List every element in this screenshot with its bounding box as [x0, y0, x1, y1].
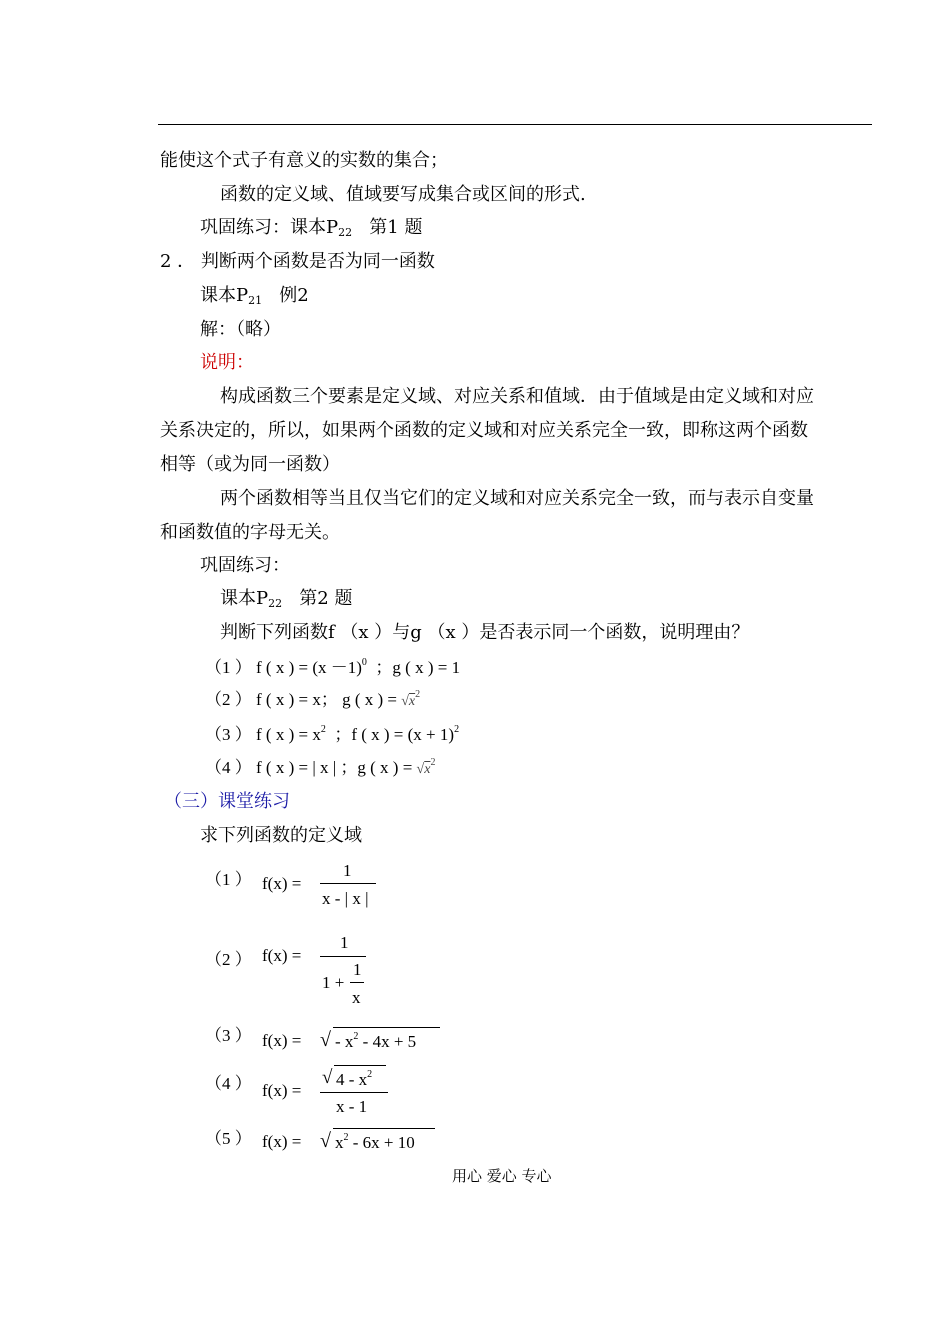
text-line: 巩固练习：: [200, 555, 290, 576]
radicand: [335, 1032, 416, 1050]
practice-line: [200, 219, 422, 238]
inner-denominator: x: [352, 988, 361, 1007]
section-heading: （三）课堂练习: [164, 791, 290, 812]
exercise-lhs: f(x) =: [262, 874, 302, 893]
exercise-lhs: f(x) =: [262, 1031, 302, 1050]
fraction-denominator: x - | x |: [322, 889, 369, 908]
radical-bar: [334, 1065, 386, 1066]
fraction-denominator: 1 +: [322, 973, 345, 992]
sqrt-sign: √: [320, 1029, 331, 1051]
sqrt-sign: √: [322, 1067, 333, 1088]
radicand-part: - x: [335, 1032, 354, 1051]
radicand-part: x: [335, 1133, 344, 1152]
exercise-lhs: f(x) =: [262, 946, 302, 965]
pair-item: [205, 725, 459, 743]
item-number: （4 ）: [205, 758, 252, 777]
note-label: 说明：: [200, 352, 254, 373]
math-expr: f ( x ) = (x －1): [256, 658, 362, 677]
solution-line: 解：（略）: [200, 319, 281, 340]
text-fragment: 课本P: [200, 285, 249, 306]
exponent: 2: [320, 724, 326, 735]
text-line: 和函数值的字母无关。: [160, 522, 340, 543]
text-fragment: 例2: [279, 285, 309, 306]
text-fragment: 课本P: [220, 588, 269, 609]
math-expr: ；g ( x ) = 1: [375, 658, 461, 677]
pair-item: [205, 658, 460, 676]
text-line: 相等（或为同一函数）: [160, 454, 340, 475]
fraction-numerator: 1: [340, 933, 349, 952]
exponent: 0: [361, 657, 367, 668]
radicand: x: [424, 762, 431, 777]
text-line: 两个函数相等当且仅当它们的定义域和对应关系完全一致，而与表示自变量: [220, 488, 814, 509]
exercise-number: （3 ）: [205, 1026, 252, 1045]
radicand-part: - 6x + 10: [352, 1133, 415, 1152]
item-number: （1 ）: [205, 658, 252, 677]
inner-fraction-bar: [350, 982, 364, 983]
exercise-number: （5 ）: [205, 1129, 252, 1148]
sqrt-sign: √: [320, 1130, 331, 1152]
exponent: 2: [430, 757, 436, 768]
exponent: 2: [454, 724, 460, 735]
page-footer: 用心 爱心 专心: [452, 1167, 552, 1185]
radicand-part: 4 - x: [336, 1070, 368, 1089]
text-line: 函数的定义域、值域要写成集合或区间的形式.: [220, 184, 586, 205]
text-fragment: 第2 题: [299, 588, 353, 609]
exercise-number: （1 ）: [205, 870, 252, 889]
radicand: [336, 1070, 372, 1088]
fraction-bar: [320, 883, 376, 884]
sqrt-expr: $√x^2$: [401, 689, 421, 709]
math-expr: f ( x ) = x； g ( x ) =: [256, 690, 397, 709]
text-line: 构成函数三个要素是定义域、对应关系和值域．由于值域是由定义域和对应: [220, 386, 814, 407]
fraction-numerator: 1: [343, 861, 352, 880]
inner-numerator: 1: [353, 960, 362, 979]
item-number: （2 ）: [205, 690, 252, 709]
fraction-bar: [320, 1092, 388, 1093]
fraction-bar: [320, 956, 366, 957]
exercise-number: （2 ）: [205, 950, 252, 969]
task-line: 求下列函数的定义域: [200, 825, 362, 846]
pair-item: [205, 690, 420, 709]
item-number: （3 ）: [205, 725, 252, 744]
exponent: 2: [343, 1132, 349, 1143]
radicand: [335, 1133, 415, 1151]
text-line: 能使这个式子有意义的实数的集合；: [160, 150, 448, 171]
page-subscript: 22: [268, 597, 283, 610]
radicand-part: - 4x + 5: [362, 1032, 417, 1051]
exponent: 2: [367, 1069, 373, 1080]
math-expr: f ( x ) = | x | ；g ( x ) =: [256, 758, 413, 777]
radical-bar: [333, 1128, 435, 1129]
exercise-lhs: f(x) =: [262, 1132, 302, 1151]
text-fragment: 巩固练习：课本P: [200, 217, 339, 238]
radical-bar: [333, 1027, 440, 1028]
page-subscript: 22: [338, 226, 353, 239]
math-expr: f ( x ) = x: [256, 725, 321, 744]
exercise-lhs: f(x) =: [262, 1081, 302, 1100]
exponent: 2: [415, 689, 421, 700]
fraction-denominator: x - 1: [336, 1097, 368, 1116]
textbook-line: [200, 287, 309, 306]
math-expr: ；f ( x ) = (x + 1): [334, 725, 455, 744]
heading-2: 2 ． 判断两个函数是否为同一函数: [160, 251, 435, 272]
textbook-line: [220, 590, 352, 609]
page-subscript: 21: [248, 294, 263, 307]
exercise-number: （4 ）: [205, 1074, 252, 1093]
header-rule: [158, 124, 872, 125]
exponent: 2: [353, 1031, 359, 1042]
text-fragment: 第1 题: [369, 217, 423, 238]
sqrt-expr: $√x^2$: [416, 757, 436, 777]
pair-item: [205, 758, 435, 777]
text-line: 关系决定的，所以，如果两个函数的定义域和对应关系完全一致，即称这两个函数: [160, 420, 808, 441]
text-line: 判断下列函数f （x ）与g （x ）是否表示同一个函数，说明理由？: [220, 622, 750, 643]
radicand: x: [408, 694, 416, 709]
